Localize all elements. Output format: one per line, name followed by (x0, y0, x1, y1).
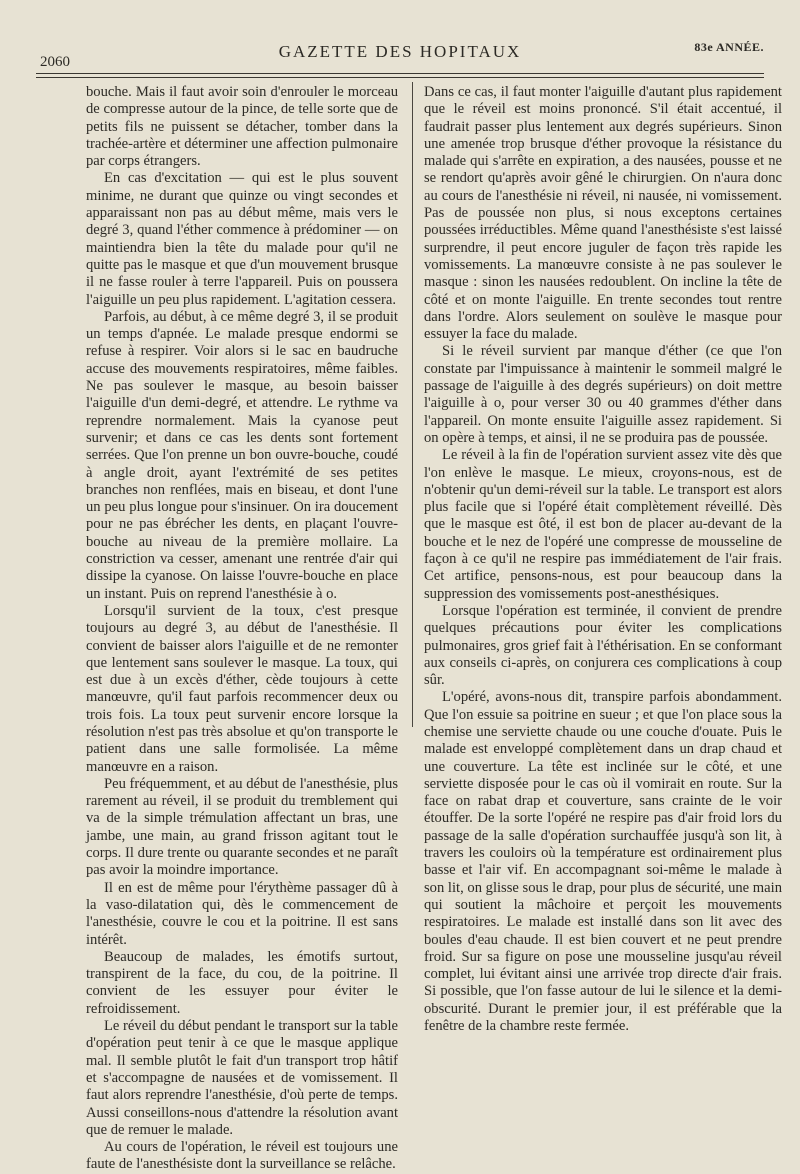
left-column (86, 84, 398, 1174)
right-column (424, 84, 782, 1035)
paragraph: Peu fréquemment, et au début de l'anesthésie, plus rarement au réveil, il se produit du tremblement qui va de la simple trémulation affectant un bras, une jambe, une main, au grand frisson agitant tout le corps. Il dure trente ou quarante secondes et ne paraît pas avoir la moindre importance. (86, 775, 399, 879)
paragraph: Dans ce cas, il faut monter l'aiguille d'autant plus rapidement que le réveil est moins prononcé. S'il était accentué, il faudrait passer plus lentement aux degrés supérieurs. Sinon une amenée trop brusque d'éther provoque la résistance du malade qui s'arrête en expiration, a des nausées, pousse et ne se rendort qu'après avoir gêné le chirurgien. On n'aura donc au cours de l'anesthésie ni réveil, ni nausée, ni vomissement. Pas de poussée non plus, si nous exceptons certaines poussées irréductibles. Même quand l'anesthésiste s'est laissé surprendre, il peut encore juguler de façon très rapide les vomissements. La manœuvre consiste à ne pas soulever le masque : sinon les nausées redoublent. On incline la tête de côté et on monte l'aiguille. En trente secondes tout rentre dans l'ordre. Alors seulement on soulève le masque pour essuyer la face du malade. (424, 84, 782, 343)
paragraph: Le réveil du début pendant le transport sur la table d'opération peut tenir à ce que le masque applique mal. Il semble plutôt le fait d'un transport trop hâtif et s'accompagne de nausées et de vomissement. Il faut alors reprendre l'anesthésie, d'où perte de temps. Aussi conseillons-nous d'attendre la résolution avant que de remuer le malade. (86, 1018, 398, 1138)
journal-title: GAZETTE DES HOPITAUX (278, 42, 522, 61)
paragraph: Il en est de même pour l'érythème passager dû à la vaso-dilatation qui, dès le commencement de l'anesthésie, couvre le cou et la poitrine. Il est sans intérêt. (86, 879, 398, 948)
paragraph: Lorsque l'opération est terminée, il convient de prendre quelques précautions pour éviter les complications pulmonaires, gros grief fait à l'éthérisation. En se conformant aux conseils ci-après, on conjurera ces complications à coup sûr. (424, 602, 782, 689)
paragraph: bouche. Mais il faut avoir soin d'enrouler le morceau de compresse autour de la pince, de telle sorte que de petits fils ne puissent se détacher, tomber dans la trachée-artère et déterminer une affection pulmonaire par corps étrangers. (86, 84, 398, 170)
header-rule-double (36, 77, 764, 78)
page-header (36, 32, 764, 72)
paragraph: L'opéré, avons-nous dit, transpire parfois abondamment. Que l'on essuie sa poitrine en sueur ; et que l'on place sous la chemise une serviette chaude ou une couche d'ouate. Puis le malade est enveloppé complètement dans un drap chaud et une couverture. La tête est inclinée sur le côté, et une serviette disposée pour le cas où il vomirait en route. Sur la face on rabat drap et couverture, sans crainte de le voir étouffer. De la sorte l'opéré ne respire pas d'air froid lors du passage de la salle d'opération surchauffée jusqu'à son lit, à travers les couloirs où la température est ordinairement plus basse et l'air vif. En accompagnant soi-même le malade à son lit, on glisse sous le drap, pour plus de sécurité, une main qui soutient la mâchoire et perçoit les mouvements respiratoires. Le malade est installé dans son lit avec des boules d'eau chaude. Il est bien couvert et ne peut prendre froid. Sur sa figure on pose une mousseline jusqu'au réveil complet, lui évitant ainsi une arrivée trop directe d'air frais. Si possible, que l'on fasse autour de lui le silence et la demi-obscurité. Durant le premier jour, il est préférable que la fenêtre de la chambre reste fermée. (424, 689, 782, 1035)
paragraph: Beaucoup de malades, les émotifs surtout, transpirent de la face, du cou, de la poitrine. Il convient de les essuyer pour éviter le refroidissement. (86, 948, 398, 1017)
paragraph: Si le réveil survient par manque d'éther (ce que l'on constate par l'impuissance à maintenir le sommeil malgré le passage de l'aiguille à des degrés supérieurs) on doit mettre l'aiguille à o, pour verser 30 ou 40 grammes d'éther dans l'appareil. On monte ensuite l'aiguille assez rapidement. Si on opère à temps, et ainsi, il ne se produira pas de poussée. (424, 343, 782, 446)
column-divider (412, 82, 413, 727)
page-number: 2060 (40, 54, 70, 70)
paragraph: Lorsqu'il survient de la toux, c'est presque toujours au degré 3, au début de l'anesthésie. Il convient de baisser alors l'aiguille et de ne remonter que lentement sans soulever le masque. La toux, qui est due à un excès d'éther, cède toujours à cette manœuvre, qu'il faut parfois recommencer deux ou trois fois. La toux peut survenir encore lorsque la résolution n'est pas très absolue et qu'on transporte le patient dans une salle formolisée. La même manœuvre en a raison. (86, 602, 398, 775)
paragraph: En cas d'excitation — qui est le plus souvent minime, ne durant que quinze ou vingt secondes et apparaissant non pas au début même, mais vers le degré 3, quand l'éther commence à prédominer — on maintiendra bien la tête du malade pour qu'il ne quitte pas le masque et que d'un mouvement brusque il ne fasse rouler à terre l'appareil. Puis on poussera l'aiguille un peu plus rapidement. L'agitation cessera. (86, 170, 398, 308)
header-rule (36, 73, 764, 74)
paragraph: Au cours de l'opération, le réveil est toujours une faute de l'anesthésiste dont la surveillance se relâche. (86, 1139, 398, 1173)
year-label: 83e ANNÉE. (694, 40, 764, 54)
paragraph: Le réveil à la fin de l'opération survient assez vite dès que l'on enlève le masque. Le mieux, croyons-nous, est de n'obtenir qu'un demi-réveil sur la table. Le transport est alors plus facile que si l'opéré était complètement réveillé. Dès que le masque est ôté, il est bon de placer au-devant de la bouche et le nez de l'opéré une compresse de mousseline de façon à ce qu'il ne respire pas immédiatement de l'air frais. Cet artifice, pensons-nous, est pour beaucoup dans la suppression des vomissements post-anesthésiques. (424, 447, 782, 602)
paragraph: Parfois, au début, à ce même degré 3, il se produit un temps d'apnée. Le malade presque endormi se refuse à respirer. Voir alors si le sac en baudruche accuse des mouvements respiratoires, même faibles. Ne pas soulever le masque, au besoin baisser l'aiguille d'un demi-degré, et attendre. Le rythme va reprendre normalement. Mais la cyanose peut survenir; et dans ce cas les dents sont fortement serrées. Que l'on prenne un bon ouvre-bouche, coudé à angle droit, ayant l'extrémité de ses petites branches non renflées, mais en biseau, et dont l'une un peu plus longue pour s'insinuer. On ira doucement pour ne pas ébrécher les dents, en plaçant l'ouvre-bouche au niveau de la première mollaire. La constriction va cesser, amenant une rentrée d'air qui dissipe la cyanose. On laisse l'ouvre-bouche en place un instant. Puis on reprend l'anesthésie à o. (86, 308, 398, 602)
